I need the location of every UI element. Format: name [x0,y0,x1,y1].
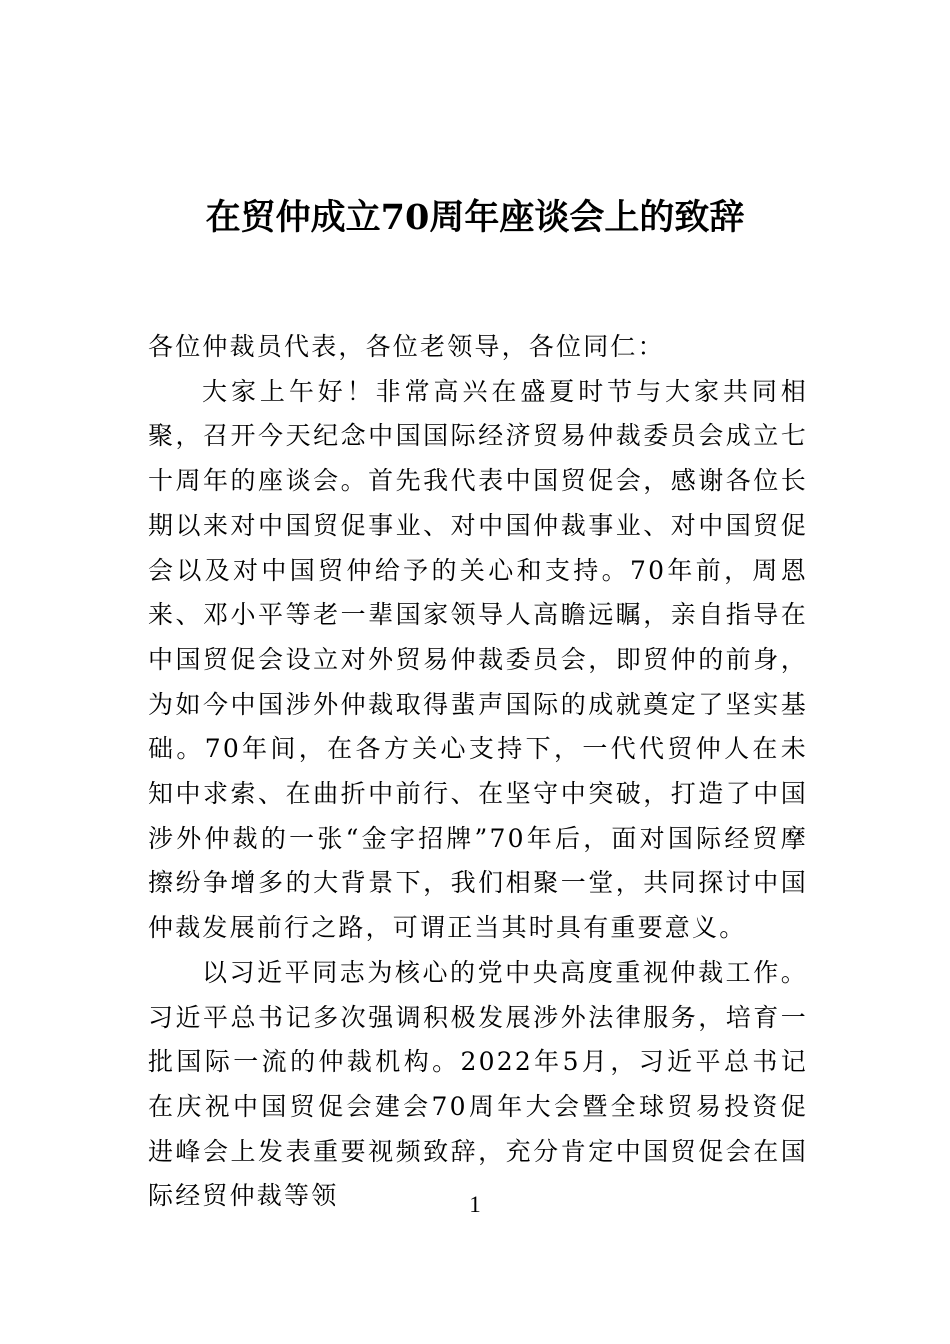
document-title: 在贸仲成立70周年座谈会上的致辞 [205,197,745,238]
paragraph-1: 大家上午好！非常高兴在盛夏时节与大家共同相聚，召开今天纪念中国国际经济贸易仲裁委员会成立七十周年的座谈会。首先我代表中国贸促会，感谢各位长期以来对中国贸促事业、对中国仲裁事业、对中国贸促会以及对中国贸仲给予的关心和支持。70年前，周恩来、邓小平等老一辈国家领导人高瞻远瞩，亲自指导在中国贸促会设立对外贸易仲裁委员会，即贸仲的前身，为如今中国涉外仲裁取得蜚声国际的成就奠定了坚实基础。70年间，在各方关心支持下，一代代贸仲人在未知中求索、在曲折中前行、在坚守中突破，打造了中国涉外仲裁的一张“金字招牌”70年后，面对国际经贸摩擦纷争增多的大背景下，我们相聚一堂，共同探讨中国仲裁发展前行之路，可谓正当其时具有重要意义。 [148,376,808,943]
paragraph-2: 以习近平同志为核心的党中央高度重视仲裁工作。习近平总书记多次强调积极发展涉外法律服务，培育一批国际一流的仲裁机构。2022年5月，习近平总书记在庆祝中国贸促会建会70周年大会暨全球贸易投资促进峰会上发表重要视频致辞，充分肯定中国贸促会在国际经贸仲裁等领 [148,957,808,1211]
page-number: 1 [469,1192,481,1217]
document-body [148,325,808,1219]
salutation: 各位仲裁员代表，各位老领导，各位同仁： [148,332,665,361]
